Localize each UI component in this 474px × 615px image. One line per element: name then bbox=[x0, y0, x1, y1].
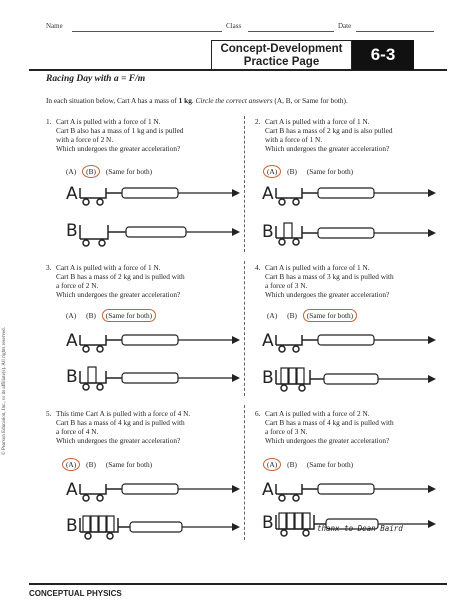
credit-text: thanx to Dean Baird bbox=[317, 524, 403, 533]
option-same[interactable]: (Same for both) bbox=[105, 460, 153, 469]
option-a[interactable]: (A) bbox=[66, 460, 77, 469]
cart-a-drawing: A bbox=[66, 323, 246, 363]
date-label: Date bbox=[338, 22, 352, 30]
cart-a-drawing: A bbox=[262, 472, 442, 512]
option-b[interactable]: (B) bbox=[86, 167, 96, 176]
title-line2: Practice Page bbox=[243, 56, 320, 68]
question-4: 4. Cart A is pulled with a force of 1 N. Cart B has a mass of 3 kg and is pulled with a force of 3 N. Which undergoes the greater acceleration? bbox=[255, 263, 394, 299]
question-1: 1. Cart A is pulled with a force of 1 N. Cart B also has a mass of 1 kg and is pulled with a force of 2 N. Which undergoes the greater acceleration? bbox=[46, 117, 184, 153]
question-5: 5. This time Cart A is pulled with a force of 4 N. Cart B has a mass of 4 kg and is pulled with a force of 4 N. Which undergoes the greater acceleration? bbox=[46, 409, 191, 445]
cart-svg bbox=[66, 176, 246, 216]
option-b[interactable]: (B) bbox=[86, 460, 96, 469]
footer-title: CONCEPTUAL PHYSICS bbox=[29, 589, 122, 598]
cart-b-drawing: B bbox=[66, 359, 246, 399]
instructions: In each situation below, Cart A has a mass of 1 kg. Circle the correct answers (A, B, or Same for both). bbox=[46, 96, 348, 105]
title-box bbox=[211, 40, 352, 70]
option-same[interactable]: (Same for both) bbox=[105, 311, 153, 320]
option-b[interactable]: (B) bbox=[287, 311, 297, 320]
cart-b-drawing: B bbox=[262, 360, 442, 400]
option-a[interactable]: (A) bbox=[267, 311, 278, 320]
answers-6 bbox=[266, 460, 354, 469]
cart-a-drawing: A bbox=[66, 472, 246, 512]
option-b[interactable]: (B) bbox=[86, 311, 96, 320]
question-2: 2. Cart A is pulled with a force of 1 N. Cart B has a mass of 2 kg and is also pulled with a force of 1 N. Which undergoes the greater acceleration? bbox=[255, 117, 393, 153]
option-a[interactable]: (A) bbox=[66, 167, 77, 176]
option-b[interactable]: (B) bbox=[287, 460, 297, 469]
cart-a-drawing: A bbox=[262, 176, 442, 216]
cart-b-drawing: B bbox=[66, 508, 246, 548]
option-a[interactable]: (A) bbox=[66, 311, 77, 320]
bottom-rule bbox=[29, 583, 447, 585]
option-a[interactable]: (A) bbox=[267, 167, 278, 176]
cart-b-drawing: B bbox=[262, 214, 442, 254]
answers-1 bbox=[65, 167, 153, 176]
answers-4 bbox=[266, 311, 354, 320]
answers-5 bbox=[65, 460, 153, 469]
cart-b-drawing: B bbox=[262, 505, 442, 545]
date-line[interactable] bbox=[356, 31, 434, 32]
title-line1: Concept-Development bbox=[220, 43, 343, 55]
name-label: Name bbox=[46, 22, 63, 30]
answers-2 bbox=[266, 167, 354, 176]
option-same[interactable]: (Same for both) bbox=[306, 311, 354, 320]
answers-3 bbox=[65, 311, 153, 320]
question-6: 6. Cart A is pulled with a force of 2 N. Cart B has a mass of 4 kg and is pulled with a force of 3 N. Which undergoes the greater acceleration? bbox=[255, 409, 394, 445]
option-a[interactable]: (A) bbox=[267, 460, 278, 469]
option-same[interactable]: (Same for both) bbox=[306, 460, 354, 469]
copyright-note: © Pearson Education, Inc., or its affiliate(s). All rights reserved. bbox=[2, 327, 7, 455]
class-label: Class bbox=[226, 22, 242, 30]
question-3: 3. Cart A is pulled with a force of 1 N. Cart B has a mass of 2 kg and is pulled with a force of 2 N. Which undergoes the greater acceleration? bbox=[46, 263, 185, 299]
cart-b-drawing: B bbox=[66, 217, 246, 257]
section-title: Racing Day with a = F/m bbox=[46, 74, 146, 84]
option-same[interactable]: (Same for both) bbox=[105, 167, 153, 176]
option-same[interactable]: (Same for both) bbox=[306, 167, 354, 176]
class-line[interactable] bbox=[248, 31, 334, 32]
name-line[interactable] bbox=[72, 31, 222, 32]
chapter-badge: 6-3 bbox=[352, 40, 414, 70]
option-b[interactable]: (B) bbox=[287, 167, 297, 176]
cart-a-drawing: A bbox=[262, 323, 442, 363]
cart-a-drawing: A bbox=[66, 176, 246, 216]
